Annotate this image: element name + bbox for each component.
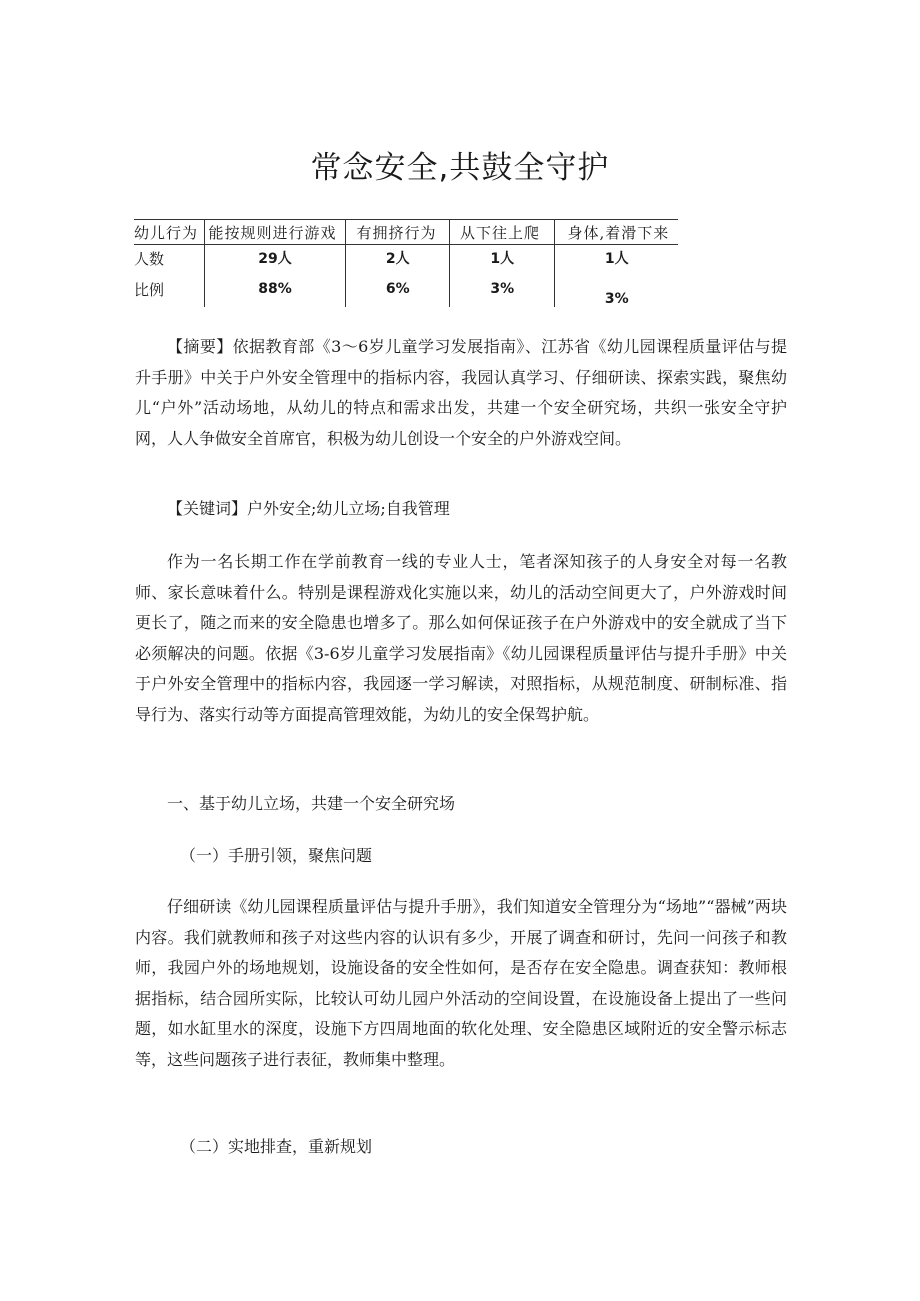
body-paragraph: 仔细研读《幼儿园课程质量评估与提升手册》，我们知道安全管理分为“场地”“器械”两块内容。我们就教师和孩子对这些内容的认识有多少，开展了调查和研讨，先问一问孩子和教师，我园户外的场地规划，设施设备的安全性如何，是否存在安全隐患。调查获知：教师根据指标，结合园所实际，比较认可幼儿园户外活动的空间设置，在设施设备上提出了一些问题，如水缸里水的深度，设施下方四周地面的软化处理、安全隐患区域附近的安全警示标志等，这些问题孩子进行表征，教师集中整理。 xyxy=(135,897,787,1069)
abstract-paragraph: 【摘要】依据教育部《3～6岁儿童学习发展指南》、江苏省《幼儿园课程质量评估与提升手册》中关于户外安全管理中的指标内容，我园认真学习、仔细研读、探索实践，聚焦幼儿“户外”活动场地，从幼儿的特点和需求出发，共建一个安全研究场，共织一张安全守护网，人人争做安全首席官，积极为幼儿创设一个安全的户外游戏空间。 xyxy=(135,337,787,448)
subsection-heading: （一）手册引领，聚焦问题 xyxy=(180,846,373,865)
table-cell: 6% xyxy=(346,271,450,307)
table-cell: 1人 xyxy=(450,245,555,272)
table-cell: 3% xyxy=(450,271,555,307)
intro-paragraph: 作为一名长期工作在学前教育一线的专业人士，笔者深知孩子的人身安全对每一名教师、家长意味着什么。特别是课程游戏化实施以来，幼儿的活动空间更大了，户外游戏时间更长了，随之而来的安全隐患也增多了。那么如何保证孩子在户外游戏中的安全就成了当下必须解决的问题。依据《3-6岁儿童学习发展指南》《幼儿园课程质量评估与提升手册》中关于户外安全管理中的指标内容，我园逐一学习解读，对照指标，从规范制度、研制标准、指导行为、落实行动等方面提高管理效能，为幼儿的安全保驾护航。 xyxy=(135,552,787,724)
table-row xyxy=(134,245,678,272)
table-cell: 身体,着滑下来 xyxy=(555,220,678,245)
table-cell: 2人 xyxy=(346,245,450,272)
table-cell: 有拥挤行为 xyxy=(346,220,450,245)
table-cell: 3% xyxy=(555,271,678,307)
table-cell: 29人 xyxy=(204,245,346,272)
page-title: 常念安全,共鼓全守护 xyxy=(310,150,610,186)
table-cell: 能按规则进行游戏 xyxy=(204,220,346,245)
keywords-line: 【关键词】户外安全;幼儿立场;自我管理 xyxy=(167,499,450,518)
subsection-heading: （二）实地排查，重新规划 xyxy=(180,1137,373,1156)
table-header-row xyxy=(134,220,678,245)
table-cell: 比例 xyxy=(134,280,165,299)
table-cell: 1人 xyxy=(555,245,678,272)
table-cell: 88% xyxy=(204,271,346,307)
table-row xyxy=(134,271,678,307)
behavior-table xyxy=(134,219,678,307)
table-cell: 从下往上爬 xyxy=(450,220,555,245)
table-cell: 幼儿行为 xyxy=(134,220,204,245)
table-cell: 人数 xyxy=(134,249,165,268)
section-heading: 一、基于幼儿立场，共建一个安全研究场 xyxy=(167,794,456,813)
